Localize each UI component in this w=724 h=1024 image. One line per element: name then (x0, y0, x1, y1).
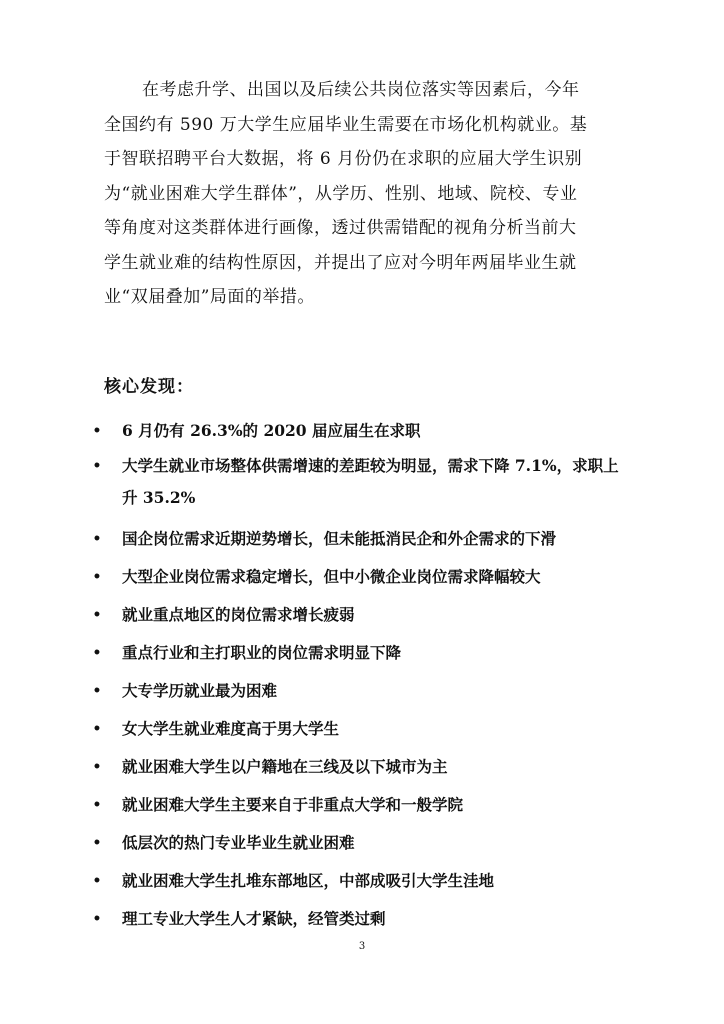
finding-item: • 重点行业和主打职业的岗位需求明显下降 (92, 634, 652, 672)
finding-item: • 大专学历就业最为困难 (92, 672, 652, 710)
bullet-icon: • (92, 759, 102, 775)
finding-item: • 大学生就业市场整体供需增速的差距较为明显，需求下降 7.1%，求职上升 35.2% (92, 450, 652, 520)
intro-line: 学生就业难的结构性原因，并提出了应对今明年两届毕业生就 (104, 252, 577, 273)
intro-line: 于智联招聘平台大数据，将 6 月份仍在求职的应届大学生识别 (104, 149, 583, 169)
finding-item: • 国企岗位需求近期逆势增长，但未能抵消民企和外企需求的下滑 (92, 520, 652, 558)
bullet-icon: • (92, 645, 102, 661)
intro-line: 等角度对这类群体进行画像，透过供需错配的视角分析当前大 (104, 218, 577, 238)
finding-item: • 6 月仍有 26.3%的 2020 届应届生在求职 (92, 412, 652, 450)
bullet-icon: • (92, 873, 102, 889)
intro-line: 在考虑升学、出国以及后续公共岗位落实等因素后，今年 (142, 80, 580, 100)
finding-item: • 低层次的热门专业毕业生就业困难 (92, 824, 652, 862)
bullet-icon: • (92, 835, 102, 851)
bullet-icon: • (92, 797, 102, 813)
bullet-icon: • (92, 721, 102, 737)
bullet-icon: • (92, 911, 102, 927)
finding-item: • 理工专业大学生人才紧缺，经管类过剩 (92, 900, 652, 938)
bullet-icon: • (92, 423, 102, 439)
finding-item: • 大型企业岗位需求稳定增长，但中小微企业岗位需求降幅较大 (92, 558, 652, 596)
bullet-icon: • (92, 683, 102, 699)
findings-list (92, 412, 652, 938)
finding-item: • 女大学生就业难度高于男大学生 (92, 710, 652, 748)
findings-heading: 核心发现： (104, 377, 194, 397)
finding-item: • 就业困难大学生以户籍地在三线及以下城市为主 (92, 748, 652, 786)
finding-item: • 就业困难大学生扎堆东部地区，中部成吸引大学生洼地 (92, 862, 652, 900)
finding-item: • 就业重点地区的岗位需求增长疲弱 (92, 596, 652, 634)
intro-line: 为“就业困难大学生群体”，从学历、性别、地域、院校、专业 (104, 183, 578, 204)
bullet-icon: • (92, 607, 102, 623)
intro-paragraph (104, 73, 628, 315)
intro-line: 全国约有 590 万大学生应届毕业生需要在市场化机构就业。基 (104, 114, 588, 135)
bullet-icon: • (92, 458, 102, 474)
bullet-icon: • (92, 569, 102, 585)
page-number: 3 (358, 941, 366, 952)
finding-item: • 就业困难大学生主要来自于非重点大学和一般学院 (92, 786, 652, 824)
bullet-icon: • (92, 531, 102, 547)
intro-line: 业“双届叠加”局面的举措。 (104, 287, 315, 307)
